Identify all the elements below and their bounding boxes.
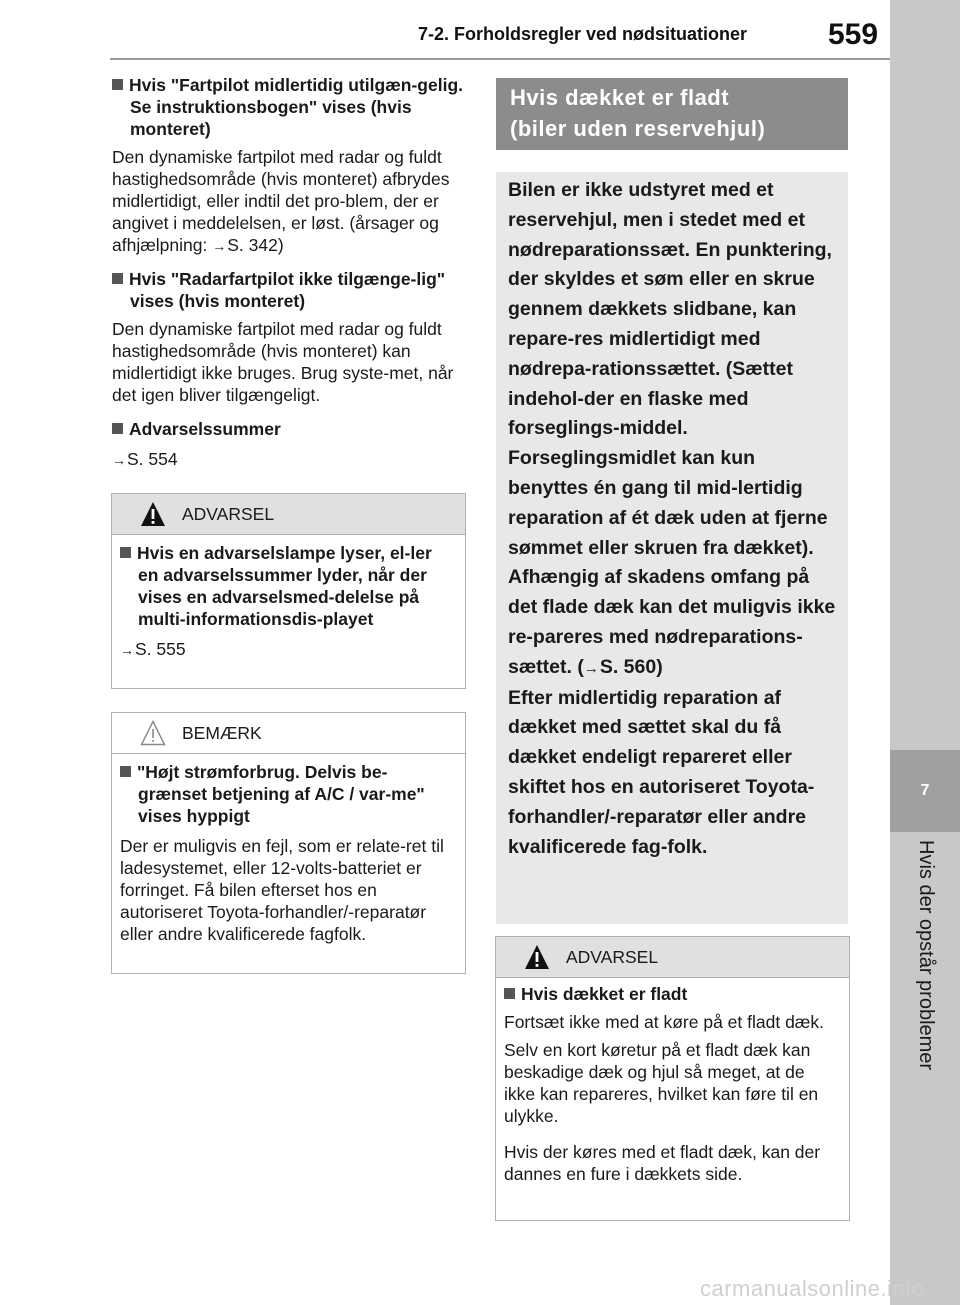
arrow-right-icon: → [212,238,227,254]
page-reference-link[interactable]: S. 342) [227,235,284,255]
page-reference-link[interactable]: S. 554 [127,449,178,469]
page-number: 559 [828,18,879,51]
chapter-number: 7 [890,750,960,832]
notice-box-header [112,713,465,754]
section-heading [112,268,468,312]
body-text: Bilen er ikke udstyret med et reservehjul, men i stedet med et nødreparationssæt. En punktering, der skyldes et søm eller en skrue gennem dækkets slidbane, kan repare-res midlertidigt med nødrepa-rationssættet. (Sættet indehol-der en flaske med forseglings-middel. Forseglingsmidlet kan kun benyttes én gang til mid-lertidig reparation af ét dæk uden at fjerne sømmet eller skruen fra dækket). Afhængig af skadens omfang på det flade dæk kan det muligvis ikke re-pareres med nødreparations-sættet. ( [508,179,836,678]
page-reference-link[interactable]: S. 560) [599,655,663,678]
section-fartpilot [112,74,468,257]
heading-text: Hvis en advarselslampe lyser, el-ler en advarselssummer lyder, når der vises en advarselsmed-delelse på multi-informationsdis-playet [137,543,432,629]
header-rule [110,58,890,60]
chapter-title [890,840,960,1100]
page-reference-link[interactable]: S. 555 [135,639,186,659]
heading-text: Advarselssummer [129,419,281,439]
side-tab [890,0,960,1305]
warning-content [504,983,836,1185]
warning-paragraph-1: Fortsæt ikke med at køre på et fladt dæk. [504,1012,824,1032]
notice-content [120,761,456,945]
arrow-right-icon: → [112,452,126,468]
bullet-square-icon [120,766,131,777]
notice-heading [120,761,456,827]
title-line-1: Hvis dækket er fladt [510,85,730,110]
bullet-square-icon [112,273,123,284]
notice-box [111,712,466,974]
section-heading [112,74,468,140]
heading-text: Hvis "Radarfartpilot ikke tilgænge-lig" vises (hvis monteret) [129,269,446,311]
warning-heading [120,542,456,630]
heading-text: "Højt strømforbrug. Delvis be-grænset betjening af A/C / var-me" vises hyppigt [137,762,425,826]
warning-paragraph-2: Selv en kort køretur på et fladt dæk kan beskadige dæk og hjul så meget, at de ikke kan repareres, hvilket kan føre til en ulykke. [504,1040,819,1126]
bullet-square-icon [112,79,123,90]
warning-label: ADVARSEL [182,504,275,524]
arrow-right-icon: → [583,659,599,677]
notice-label: BEMÆRK [182,723,262,743]
warning-paragraph-3: Hvis der køres med et fladt dæk, kan der dannes en fure i dækkets side. [504,1142,821,1184]
notice-body: Der er muligvis en fejl, som er relate-ret til ladesystemet, eller 12-volts-batteriet er forringet. Få bilen efterset hos en autoriseret Toyota-forhandler/-reparatør eller andre kvalificerede fagfolk. [120,836,444,944]
section-radarfartpilot [112,268,468,406]
warning-triangle-icon [140,501,166,527]
bullet-square-icon [112,423,123,434]
warning-box-header [496,937,849,978]
title-line-2: (biler uden reservehjul) [510,116,766,141]
section-ref [112,448,468,471]
section-body [112,146,468,257]
warning-box [111,493,466,689]
body-text: Den dynamiske fartpilot med radar og fuldt hastighedsområde (hvis monteret) afbrydes midlertidigt, eller indtil det pro-blem, der er angivet i meddelelsen, er løst. (årsager og afhjælpning: [112,147,450,255]
warning-label: ADVARSEL [566,947,659,967]
chapter-title-text: Hvis der opstår problemer [915,840,937,1071]
warning-ref [120,638,456,661]
body-text-after: Efter midlertidig reparation af dækket med sættet skal du få dækket endeligt repareret eller skiftet hos en autoriseret Toyota-forhandler/-reparatør eller andre kvalificerede fag-folk. [508,686,815,858]
warning-triangle-icon [524,944,550,970]
section-advarselssummer [112,418,468,471]
section-body: Den dynamiske fartpilot med radar og fuldt hastighedsområde (hvis monteret) kan midlertidigt ikke bruges. Brug syste-met, når det igen bliver tilgængeligt. [112,319,454,405]
right-section-body [496,172,848,924]
heading-text: Hvis "Fartpilot midlertidig utilgæn-gelig. Se instruktionsbogen" vises (hvis monteret) [129,75,463,139]
caution-triangle-outline-icon [140,720,166,746]
watermark: carmanualsonline.info [700,1276,925,1301]
right-section-title [496,78,848,150]
arrow-right-icon: → [120,642,134,658]
warning-heading [504,983,836,1005]
heading-text: Hvis dækket er fladt [521,984,688,1004]
section-heading [112,418,468,440]
bullet-square-icon [120,547,131,558]
right-warning-box [495,936,850,1221]
warning-content [120,542,456,661]
section-title: 7-2. Forholdsregler ved nødsituationer [418,24,748,44]
bullet-square-icon [504,988,515,999]
warning-box-header [112,494,465,535]
